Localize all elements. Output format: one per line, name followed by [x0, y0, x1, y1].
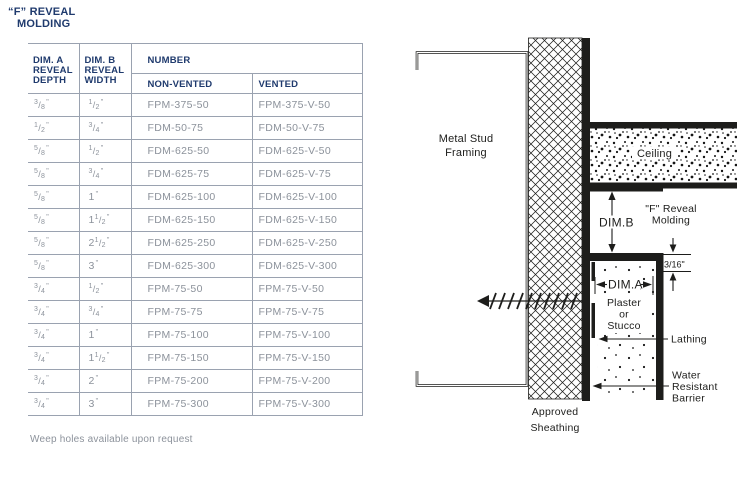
cell-vented: FPM-75-V-75: [252, 301, 362, 324]
cell-vented: FDM-625-V-250: [252, 232, 362, 255]
cell-dim-a: $^5$/8": [28, 232, 79, 255]
f-reveal-label-line1: "F" Reveal: [645, 203, 697, 215]
leg-dimension-label: 3/16": [664, 259, 685, 270]
cell-dim-b: $^1$/2": [79, 94, 131, 117]
cell-dim-b: 3": [79, 255, 131, 278]
cell-dim-a: $^1$/2": [28, 117, 79, 140]
installation-diagram: [400, 30, 737, 483]
cell-dim-a: $^3$/4": [28, 393, 79, 416]
table-row: [28, 163, 362, 186]
table-row: [28, 140, 362, 163]
cell-dim-b: $^3$/4": [79, 301, 131, 324]
cell-non-vented: FDM-625-250: [131, 232, 252, 255]
cell-dim-b: $^3$/4": [79, 117, 131, 140]
cell-dim-a: $^3$/4": [28, 370, 79, 393]
header-number: NUMBER: [131, 44, 362, 74]
cell-dim-a: $^5$/8": [28, 255, 79, 278]
table-row: [28, 393, 362, 416]
cell-vented: FDM-625-V-50: [252, 140, 362, 163]
header-line: DIM. B: [84, 55, 116, 66]
table-row: [28, 370, 362, 393]
cell-dim-b: 3": [79, 393, 131, 416]
cell-vented: FPM-75-V-150: [252, 347, 362, 370]
cell-vented: FPM-375-V-50: [252, 94, 362, 117]
cell-vented: FDM-625-V-150: [252, 209, 362, 232]
plaster-label-line1: Plaster: [606, 297, 642, 309]
cell-non-vented: FDM-625-300: [131, 255, 252, 278]
barrier-label-line1: Water: [672, 369, 701, 382]
barrier-bar: [582, 38, 590, 401]
cell-non-vented: FPM-75-300: [131, 393, 252, 416]
cell-vented: FDM-625-V-100: [252, 186, 362, 209]
metal-stud-label-line1: Metal Stud: [438, 133, 494, 145]
page-title: [8, 7, 75, 30]
cell-dim-a: $^3$/8": [28, 94, 79, 117]
cell-dim-a: $^5$/8": [28, 186, 79, 209]
cell-dim-a: $^3$/4": [28, 324, 79, 347]
header-non-vented: NON-VENTED: [131, 74, 252, 94]
cell-vented: FDM-625-V-75: [252, 163, 362, 186]
lathing-strips: [592, 262, 596, 338]
table-row: [28, 255, 362, 278]
table-footnote: Weep holes available upon request: [30, 434, 193, 445]
cell-non-vented: FPM-75-75: [131, 301, 252, 324]
table-row: [28, 324, 362, 347]
table-row: [28, 94, 362, 117]
cell-dim-b: $2^1/2^"$: [79, 232, 131, 255]
dim-b-label: DIM.B: [599, 215, 634, 230]
cell-vented: FPM-75-V-300: [252, 393, 362, 416]
cell-dim-a: $^5$/8": [28, 163, 79, 186]
cell-vented: FDM-50-V-75: [252, 117, 362, 140]
cell-vented: FPM-75-V-100: [252, 324, 362, 347]
cell-vented: FPM-75-V-200: [252, 370, 362, 393]
lathing-label: Lathing: [671, 333, 707, 346]
cell-non-vented: FPM-375-50: [131, 94, 252, 117]
header-dim-a: [28, 44, 79, 94]
table-row: [28, 117, 362, 140]
ceiling-label: Ceiling: [637, 148, 673, 160]
cell-non-vented: FDM-50-75: [131, 117, 252, 140]
plaster-label-line2: or: [619, 308, 629, 321]
cell-dim-b: $^1$/2": [79, 278, 131, 301]
barrier-label-line2: Resistant: [672, 381, 718, 393]
spec-table: [28, 43, 363, 416]
cell-vented: FDM-625-V-300: [252, 255, 362, 278]
cell-dim-b: $^1$/2": [79, 140, 131, 163]
cell-dim-b: $^3$/4": [79, 163, 131, 186]
cell-non-vented: FPM-75-50: [131, 278, 252, 301]
table-row: [28, 232, 362, 255]
header-line: REVEAL: [33, 65, 73, 76]
f-reveal-label-line2: Molding: [651, 214, 691, 227]
cell-non-vented: FDM-625-100: [131, 186, 252, 209]
cell-dim-a: $^5$/8": [28, 140, 79, 163]
cell-dim-b: 1": [79, 324, 131, 347]
cell-non-vented: FPM-75-100: [131, 324, 252, 347]
cell-dim-b: $1^1/2^"$: [79, 209, 131, 232]
plaster-label-line3: Stucco: [607, 320, 641, 332]
cell-dim-b: 2": [79, 370, 131, 393]
table-row: [28, 209, 362, 232]
cell-non-vented: FPM-75-200: [131, 370, 252, 393]
title-line2: MOLDING: [17, 17, 71, 30]
cell-dim-b: 1": [79, 186, 131, 209]
cell-non-vented: FDM-625-150: [131, 209, 252, 232]
cell-dim-a: $^3$/4": [28, 278, 79, 301]
cell-non-vented: FPM-75-150: [131, 347, 252, 370]
cell-dim-a: $^3$/4": [28, 301, 79, 324]
cell-dim-b: $1^1/2^"$: [79, 347, 131, 370]
sheathing-label-line1: Approved: [531, 406, 579, 418]
cell-non-vented: FDM-625-50: [131, 140, 252, 163]
cell-dim-a: $^5$/8": [28, 209, 79, 232]
cell-dim-a: $^3$/4": [28, 347, 79, 370]
barrier-label-line3: Barrier: [672, 392, 705, 405]
header-line: DIM. A: [33, 55, 64, 66]
header-line: DEPTH: [33, 75, 67, 86]
dim-a-label: DIM.A: [608, 277, 643, 292]
metal-stud-outline: [417, 53, 527, 386]
header-vented: VENTED: [252, 74, 362, 94]
table-row: [28, 278, 362, 301]
table-row: [28, 347, 362, 370]
header-line: WIDTH: [84, 75, 117, 86]
header-dim-b: [79, 44, 131, 94]
metal-stud-label-line2: Framing: [445, 147, 487, 159]
sheathing-label-line2: Sheathing: [530, 422, 580, 434]
sheathing-hatch: [529, 38, 583, 399]
cell-non-vented: FDM-625-75: [131, 163, 252, 186]
table-row: [28, 301, 362, 324]
header-line: REVEAL: [84, 65, 125, 76]
title-line1: “F” REVEAL: [8, 6, 76, 18]
table-row: [28, 186, 362, 209]
cell-vented: FPM-75-V-50: [252, 278, 362, 301]
